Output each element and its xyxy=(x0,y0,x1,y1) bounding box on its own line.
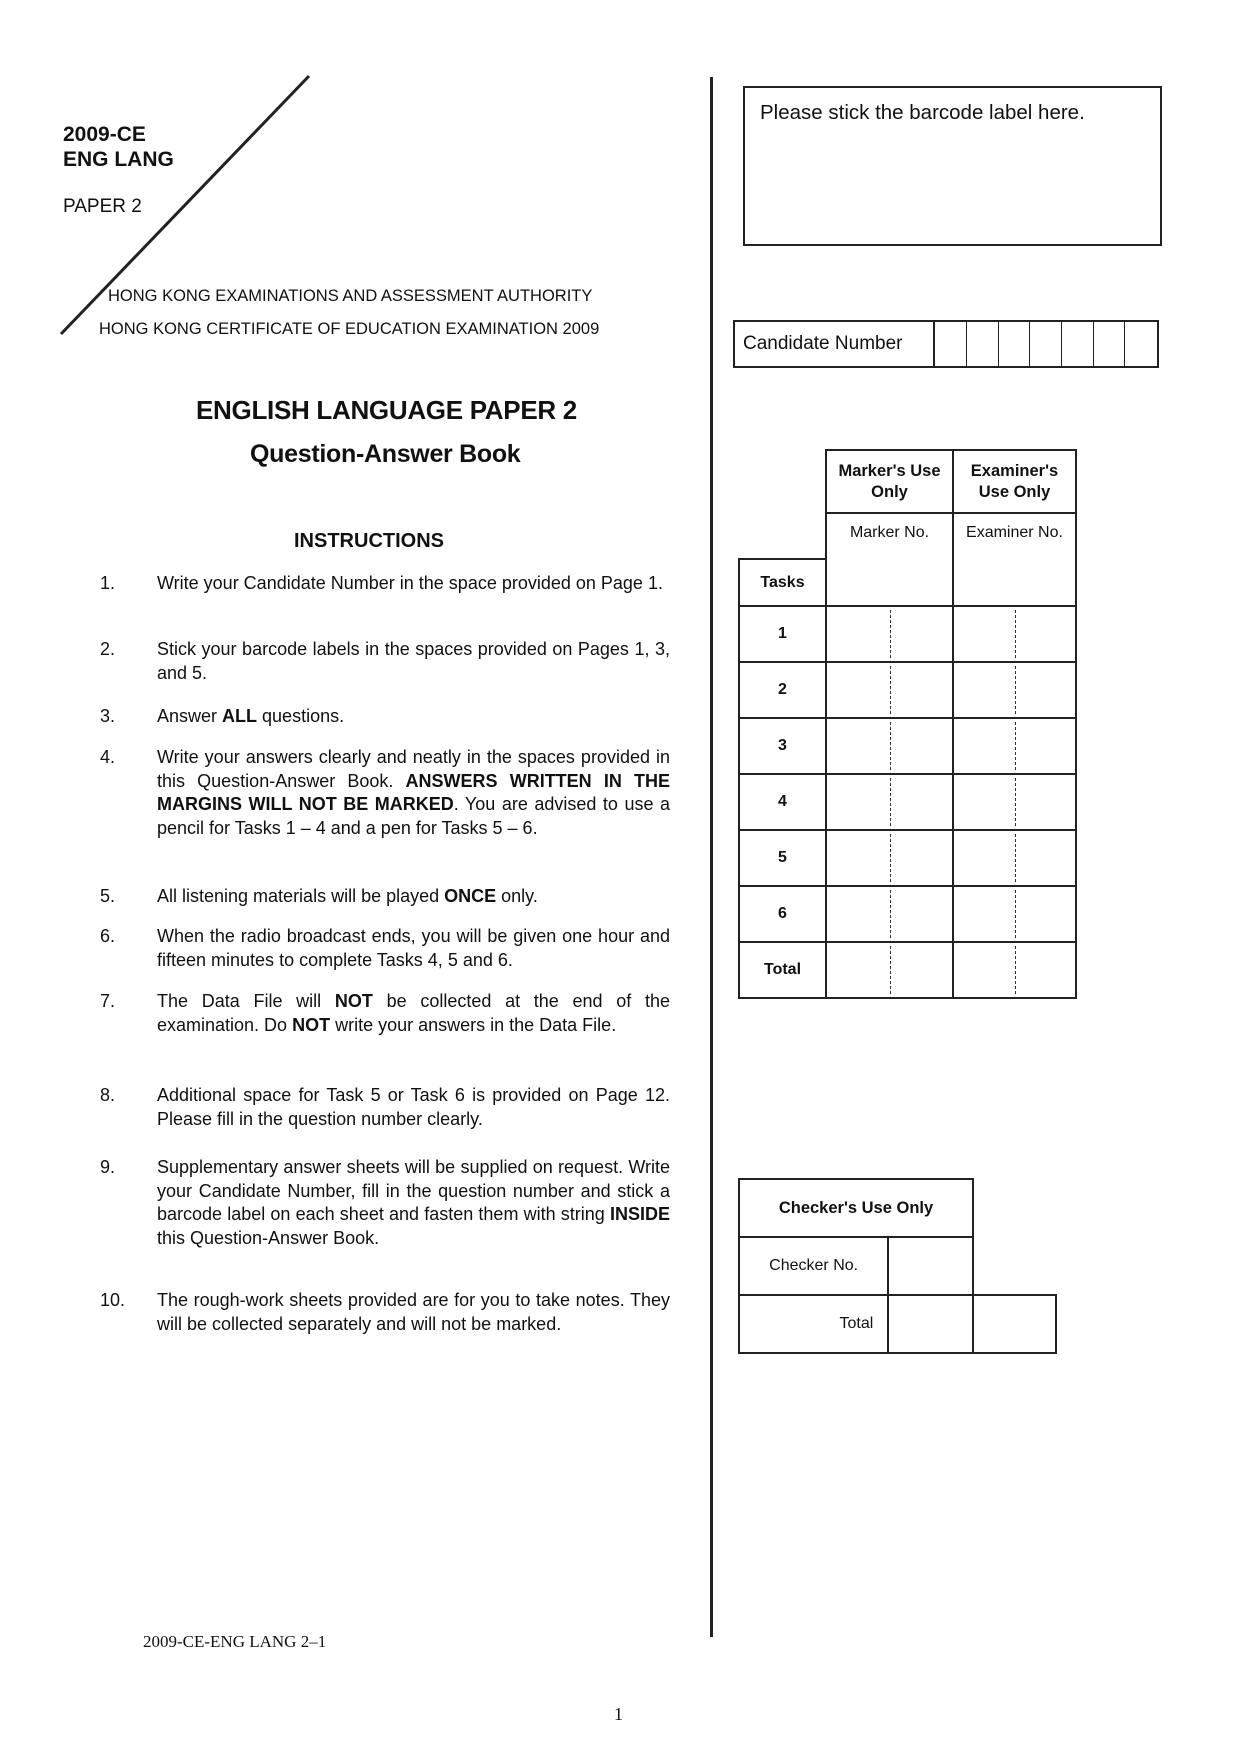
examiner-no-label: Examiner No. xyxy=(953,513,1076,606)
examiner-score-cell[interactable] xyxy=(953,942,1076,998)
checker-header: Checker's Use Only xyxy=(739,1179,973,1237)
checker-no-label: Checker No. xyxy=(739,1237,888,1295)
candidate-number-cell[interactable] xyxy=(1094,322,1126,366)
examiner-score-cell[interactable] xyxy=(953,718,1076,774)
tasks-label: Tasks xyxy=(739,559,826,606)
task-row-label: 5 xyxy=(739,830,826,886)
instruction-emphasis: INSIDE xyxy=(609,1204,670,1224)
task-row xyxy=(739,662,1076,718)
candidate-number-cell[interactable] xyxy=(1125,322,1157,366)
instruction-fragment: Answer xyxy=(157,706,223,726)
book-title: Question-Answer Book xyxy=(250,440,521,468)
checker-no-cell[interactable] xyxy=(888,1237,973,1295)
examiner-score-cell[interactable] xyxy=(953,886,1076,942)
instruction-text xyxy=(157,705,670,729)
instruction-fragment: When the radio broadcast ends, you will be given one hour and fifteen minutes to complete Tasks 4, 5 and 6. xyxy=(157,926,670,970)
checker-table xyxy=(738,1178,1057,1354)
task-row-label: 6 xyxy=(739,886,826,942)
instruction-text xyxy=(157,572,670,596)
instruction-emphasis: ONCE xyxy=(444,886,497,906)
subject-code-year: 2009-CE xyxy=(63,123,146,146)
marker-no-label: Marker No. xyxy=(826,513,953,606)
instruction-text xyxy=(157,990,670,1037)
footer-code: 2009-CE-ENG LANG 2–1 xyxy=(143,1632,327,1651)
task-row-label: 1 xyxy=(739,606,826,662)
marker-score-cell[interactable] xyxy=(826,718,953,774)
instruction-fragment: Additional space for Task 5 or Task 6 is provided on Page 12. Please fill in the question number clearly. xyxy=(157,1085,670,1129)
barcode-label-text: Please stick the barcode label here. xyxy=(760,101,1085,124)
instruction-emphasis: ALL xyxy=(222,706,258,726)
instruction-number: 6. xyxy=(100,926,116,946)
instruction-item xyxy=(100,572,670,596)
task-row xyxy=(739,942,1076,998)
examiner-score-cell[interactable] xyxy=(953,606,1076,662)
instruction-number: 1. xyxy=(100,573,116,593)
instruction-fragment: . You are advised to use a pencil for Tasks 1 – 4 and a pen for Tasks 5 – 6. xyxy=(157,794,670,838)
marking-table xyxy=(738,449,1077,999)
instruction-text xyxy=(157,746,670,840)
instruction-emphasis: NOT xyxy=(292,1014,331,1035)
task-row-label: Total xyxy=(739,942,826,998)
instruction-item xyxy=(100,746,670,840)
checker-total-label: Total xyxy=(739,1295,888,1353)
instruction-item xyxy=(100,1156,670,1250)
instruction-fragment: Stick your barcode labels in the spaces provided on Pages 1, 3, and 5. xyxy=(157,639,670,683)
instruction-item xyxy=(100,1084,670,1131)
candidate-number-cell[interactable] xyxy=(999,322,1031,366)
instruction-number: 8. xyxy=(100,1085,116,1105)
instruction-number: 5. xyxy=(100,886,116,906)
exam-name: HONG KONG CERTIFICATE OF EDUCATION EXAMINATION 2009 xyxy=(99,320,600,338)
instruction-fragment: The Data File will xyxy=(157,991,335,1011)
instruction-number: 7. xyxy=(100,991,116,1011)
barcode-label-box[interactable] xyxy=(743,86,1162,246)
instruction-text xyxy=(157,638,670,685)
instruction-fragment: write your answers in the Data File. xyxy=(330,1014,617,1035)
marker-score-cell[interactable] xyxy=(826,830,953,886)
instruction-emphasis: NOT xyxy=(334,991,373,1011)
instruction-fragment: Write your Candidate Number in the space provided on Page 1. xyxy=(157,573,663,593)
candidate-number-cell[interactable] xyxy=(1062,322,1094,366)
authority-name: HONG KONG EXAMINATIONS AND ASSESSMENT AUTHORITY xyxy=(108,287,593,305)
center-divider xyxy=(710,77,713,1637)
marker-score-cell[interactable] xyxy=(826,606,953,662)
subject-code xyxy=(63,122,174,172)
instruction-text xyxy=(157,1156,670,1250)
examiner-score-cell[interactable] xyxy=(953,830,1076,886)
instruction-item xyxy=(100,885,670,909)
instruction-item xyxy=(100,705,670,729)
task-row-label: 2 xyxy=(739,662,826,718)
candidate-number-box xyxy=(733,320,1159,368)
page-number: 1 xyxy=(614,1704,623,1724)
instruction-fragment: only. xyxy=(496,886,538,906)
task-row-label: 3 xyxy=(739,718,826,774)
instruction-item xyxy=(100,1289,670,1336)
checker-total-cell[interactable] xyxy=(888,1295,973,1353)
instruction-text xyxy=(157,1289,670,1336)
task-row xyxy=(739,886,1076,942)
instruction-fragment: All listening materials will be played xyxy=(157,886,445,906)
task-row xyxy=(739,718,1076,774)
instruction-fragment: Write your answers clearly and neatly in the spaces provided in this Question-Answer Book. xyxy=(157,747,670,791)
marker-score-cell[interactable] xyxy=(826,662,953,718)
instruction-number: 2. xyxy=(100,639,116,659)
instruction-fragment: this Question-Answer Book. xyxy=(157,1227,380,1248)
marker-header: Marker's Use Only xyxy=(826,450,953,513)
checker-total-cell-2[interactable] xyxy=(973,1295,1056,1353)
examiner-score-cell[interactable] xyxy=(953,662,1076,718)
subject-code-name: ENG LANG xyxy=(63,148,174,171)
paper-label: PAPER 2 xyxy=(63,196,142,217)
instruction-item xyxy=(100,638,670,685)
paper-title: ENGLISH LANGUAGE PAPER 2 xyxy=(196,395,577,425)
marker-score-cell[interactable] xyxy=(826,942,953,998)
instruction-text xyxy=(157,885,670,909)
instruction-fragment: questions. xyxy=(257,706,345,726)
examiner-header: Examiner's Use Only xyxy=(953,450,1076,513)
instruction-text xyxy=(157,925,670,972)
candidate-number-cell[interactable] xyxy=(1030,322,1062,366)
instruction-fragment: The rough-work sheets provided are for you to take notes. They will be collected separately and will not be marked. xyxy=(157,1290,670,1334)
task-row xyxy=(739,830,1076,886)
candidate-number-cell[interactable] xyxy=(935,322,967,366)
marker-score-cell[interactable] xyxy=(826,886,953,942)
instruction-text xyxy=(157,1084,670,1131)
candidate-number-cell[interactable] xyxy=(967,322,999,366)
instruction-number: 4. xyxy=(100,747,116,767)
instruction-fragment: be collected at the end of the examination. Do xyxy=(157,991,670,1035)
instruction-fragment: Supplementary answer sheets will be supplied on request. Write your Candidate Number, fill in the question number and stick a barcode label on each sheet and fasten them with string xyxy=(157,1157,670,1224)
instruction-number: 10. xyxy=(100,1290,126,1310)
candidate-number-label: Candidate Number xyxy=(735,322,935,366)
instruction-number: 3. xyxy=(100,706,116,726)
task-row xyxy=(739,774,1076,830)
marker-score-cell[interactable] xyxy=(826,774,953,830)
instruction-item xyxy=(100,925,670,972)
instructions-heading: INSTRUCTIONS xyxy=(294,530,444,552)
task-row-label: 4 xyxy=(739,774,826,830)
instruction-item xyxy=(100,990,670,1037)
instruction-number: 9. xyxy=(100,1157,116,1177)
instruction-emphasis: ANSWERS WRITTEN IN THE MARGINS WILL NOT BE MARKED xyxy=(157,770,670,814)
task-row xyxy=(739,606,1076,662)
examiner-score-cell[interactable] xyxy=(953,774,1076,830)
